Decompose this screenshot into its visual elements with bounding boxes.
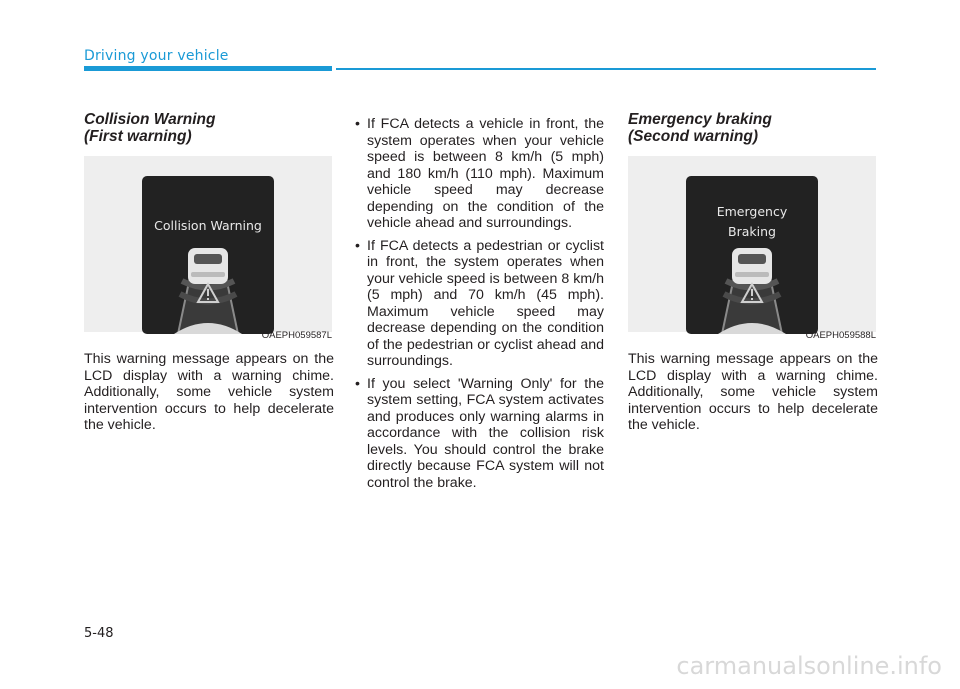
section-header: Driving your vehicle xyxy=(84,48,229,64)
heading-line2: (First warning) xyxy=(84,128,192,145)
lcd-screen xyxy=(686,176,818,334)
header-rule-thick xyxy=(84,66,332,71)
paragraph-collision-warning: This warning message appears on the LCD display with a warning chime. Additionally, some vehicle system intervention occurs to help decelerate the vehicle. xyxy=(84,351,334,433)
paragraph-emergency-braking: This warning message appears on the LCD display with a warning chime. Additionally, some vehicle system intervention occurs to help decelerate the vehicle. xyxy=(628,351,878,433)
column-collision-warning xyxy=(84,111,334,434)
road-scene-graphic xyxy=(142,176,274,334)
screen-text-braking: Braking xyxy=(728,224,776,239)
heading-emergency-braking xyxy=(628,111,878,145)
figure-emergency-braking xyxy=(628,156,876,341)
watermark: carmanualsonline.info xyxy=(676,652,942,680)
road-scene-graphic xyxy=(686,176,818,334)
column-fca-conditions xyxy=(353,116,604,497)
heading-line2: (Second warning) xyxy=(628,128,759,145)
column-emergency-braking xyxy=(628,111,878,434)
header-rule-thin xyxy=(336,68,876,70)
lcd-screen xyxy=(142,176,274,334)
bullet-icon: • xyxy=(355,375,360,392)
list-item-text: If FCA detects a vehicle in front, the system operates when your vehicle speed is between 8 km/h (5 mph) and 180 km/h (110 mph). Maximum vehicle speed may decrease depending on the condition of the vehicle ahead and surroundings. xyxy=(367,116,604,231)
screen-text-emergency: Emergency xyxy=(716,204,788,219)
figure-collision-warning xyxy=(84,156,332,341)
car-rear-icon xyxy=(188,248,228,284)
heading-collision-warning xyxy=(84,111,334,145)
list-item xyxy=(353,376,604,492)
bullet-list xyxy=(353,116,604,491)
list-item-text: If you select 'Warning Only' for the system setting, FCA system activates and produces only warning alarms in accordance with the collision risk levels. You should control the brake directly because FCA system will not control the brake. xyxy=(367,375,604,491)
car-rear-icon xyxy=(732,248,772,284)
page-number: 5-48 xyxy=(84,626,114,641)
figure-code: OAEPH059588L xyxy=(805,330,876,341)
list-item-text: If FCA detects a pedestrian or cyclist in front, the system operates when your vehicle speed is between 8 km/h (5 mph) and 70 km/h (45 mph). Maximum vehicle speed may decrease depending on the condition of the pedestrian or cyclist ahead and surroundings. xyxy=(367,237,604,369)
bullet-icon: • xyxy=(355,116,360,132)
list-item xyxy=(353,238,604,370)
screen-text-collision-warning: Collision Warning xyxy=(154,218,262,233)
list-item xyxy=(353,116,604,232)
heading-line1: Emergency braking xyxy=(628,111,772,128)
heading-line1: Collision Warning xyxy=(84,111,216,128)
figure-code: OAEPH059587L xyxy=(261,330,332,341)
bullet-icon: • xyxy=(355,237,360,254)
